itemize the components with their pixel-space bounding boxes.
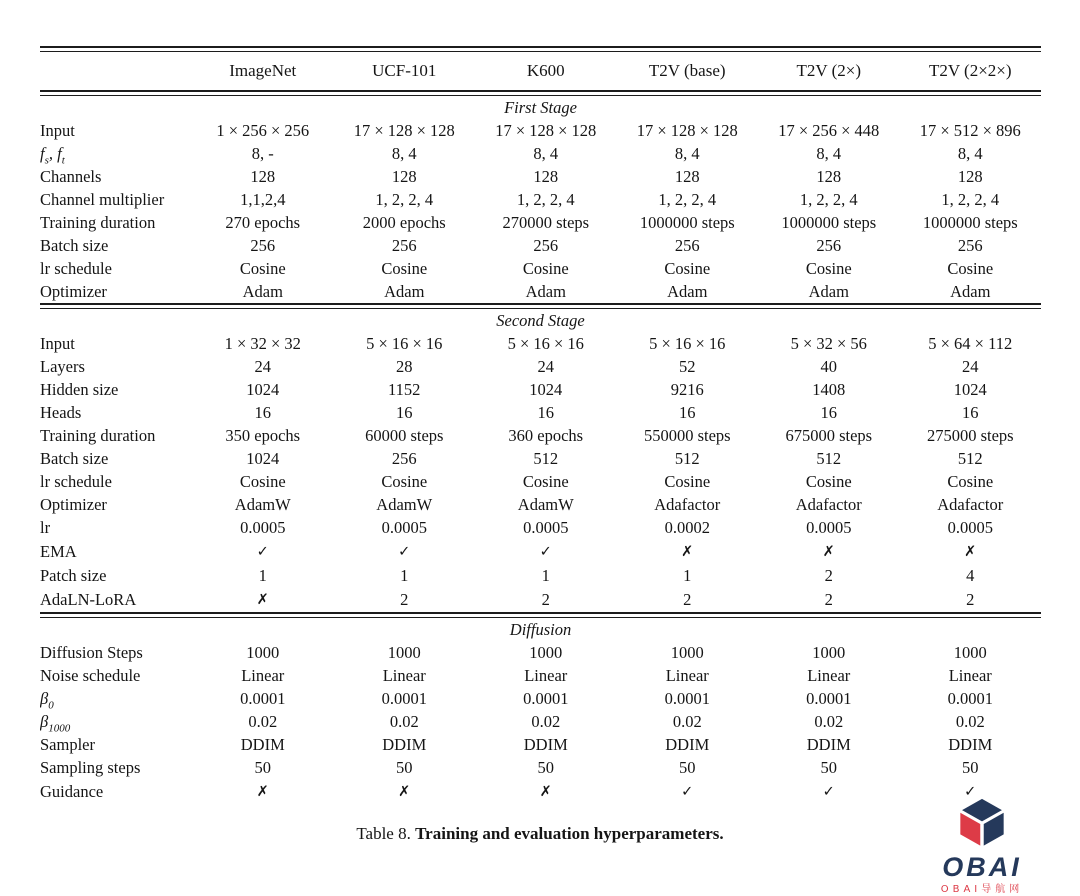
cube-icon — [956, 796, 1008, 852]
cell-value: Linear — [948, 666, 992, 685]
cell-value: 5 × 64 × 112 — [928, 334, 1013, 353]
cell-value: 50 — [962, 758, 979, 777]
cell-value: Linear — [382, 666, 426, 685]
cell-value: 2 — [683, 590, 692, 609]
row-label: AdaLN-LoRA — [40, 590, 137, 609]
cell-value: 50 — [396, 758, 413, 777]
cell-value: 1,1,2,4 — [240, 190, 286, 209]
cell-value — [617, 779, 759, 804]
row-label: Layers — [40, 357, 85, 376]
cell-value: DDIM — [240, 735, 285, 754]
cell-value: 0.02 — [248, 712, 278, 731]
cell-value: 1000 — [246, 643, 280, 662]
row-label: Sampler — [40, 735, 95, 754]
cell-value: 24 — [537, 357, 554, 376]
column-header: ImageNet — [229, 61, 297, 80]
cell-value — [334, 539, 476, 564]
cell-value: 128 — [957, 167, 983, 186]
cell-value: 256 — [391, 236, 417, 255]
cell-value — [617, 539, 759, 564]
cell-value: 360 epochs — [508, 426, 584, 445]
cell-value: 2 — [400, 590, 409, 609]
cell-value: 512 — [957, 449, 983, 468]
row-label: Optimizer — [40, 282, 107, 301]
logo-wordmark: OBAI — [942, 852, 1022, 882]
cell-value: 60000 steps — [365, 426, 444, 445]
cell-value: 1000000 steps — [781, 213, 877, 232]
cross-mark-icon: ✗ — [539, 784, 552, 800]
row-label: $f_s$, $f_t$ — [40, 144, 65, 165]
table-row — [40, 119, 1041, 142]
cell-value: Cosine — [947, 472, 994, 491]
cell-value: 1 × 32 × 32 — [224, 334, 301, 353]
row-label: lr — [40, 518, 51, 537]
hyperparameters-table — [40, 46, 1041, 804]
cell-value: DDIM — [948, 735, 993, 754]
cell-value: 1 × 256 × 256 — [216, 121, 310, 140]
section-row — [40, 309, 1041, 332]
cell-value: 0.0005 — [806, 518, 852, 537]
cell-value: 1, 2, 2, 4 — [941, 190, 1000, 209]
cell-value: 16 — [396, 403, 413, 422]
cell-value — [192, 779, 334, 804]
table-row — [40, 424, 1041, 447]
cell-value: Cosine — [805, 259, 852, 278]
cell-value: 28 — [396, 357, 413, 376]
table-body — [40, 96, 1041, 804]
cell-value: DDIM — [665, 735, 710, 754]
cell-value: 0.0001 — [240, 689, 286, 708]
cell-value: Cosine — [664, 472, 711, 491]
cell-value: Linear — [665, 666, 709, 685]
cell-value: 1 — [541, 566, 550, 585]
cell-value: 17 × 128 × 128 — [636, 121, 738, 140]
cell-value — [758, 779, 900, 804]
check-mark-icon: ✓ — [398, 544, 411, 560]
cell-value: 17 × 128 × 128 — [495, 121, 597, 140]
row-label: Hidden size — [40, 380, 119, 399]
cell-value: 4 — [966, 566, 975, 585]
cell-value: 1000000 steps — [922, 213, 1018, 232]
cell-value: 17 × 256 × 448 — [778, 121, 880, 140]
table-row — [40, 188, 1041, 211]
cell-value: Cosine — [522, 472, 569, 491]
cell-value: 256 — [391, 449, 417, 468]
cell-value: DDIM — [382, 735, 427, 754]
row-label: Patch size — [40, 566, 107, 585]
cell-value: Linear — [807, 666, 851, 685]
cell-value: Adafactor — [795, 495, 862, 514]
cell-value: 256 — [533, 236, 559, 255]
table-row — [40, 165, 1041, 188]
cross-mark-icon: ✗ — [256, 784, 269, 800]
table-row — [40, 447, 1041, 470]
table-row — [40, 280, 1041, 303]
column-header: T2V (2×2×) — [928, 61, 1012, 80]
cell-value: 2 — [541, 590, 550, 609]
cell-value: 350 epochs — [225, 426, 301, 445]
cell-value: 1000 — [812, 643, 846, 662]
cell-value: Adafactor — [654, 495, 721, 514]
table-row — [40, 539, 1041, 564]
table-row — [40, 733, 1041, 756]
header-empty-cell — [40, 52, 192, 90]
caption-prefix: Table 8. — [356, 824, 411, 843]
cell-value — [192, 539, 334, 564]
section-row — [40, 618, 1041, 641]
cell-value: 128 — [391, 167, 417, 186]
cell-value: Cosine — [947, 259, 994, 278]
cell-value: DDIM — [523, 735, 568, 754]
cell-value: 1152 — [388, 380, 421, 399]
caption-title: Training and evaluation hyperparameters. — [415, 824, 724, 843]
row-label: Input — [40, 334, 75, 353]
table-row — [40, 641, 1041, 664]
table-row — [40, 378, 1041, 401]
cell-value: 17 × 128 × 128 — [353, 121, 455, 140]
column-header: T2V (2×) — [796, 61, 861, 80]
cell-value: 512 — [533, 449, 559, 468]
cell-value: 2000 epochs — [362, 213, 446, 232]
cell-value: AdamW — [517, 495, 574, 514]
cell-value: 675000 steps — [785, 426, 873, 445]
table-row — [40, 332, 1041, 355]
cell-value: 9216 — [670, 380, 704, 399]
cross-mark-icon: ✗ — [398, 784, 411, 800]
cell-value: Cosine — [805, 472, 852, 491]
check-mark-icon: ✓ — [256, 544, 269, 560]
cell-value: 0.02 — [955, 712, 985, 731]
cross-mark-icon: ✗ — [681, 544, 694, 560]
cell-value: Linear — [524, 666, 568, 685]
cell-value: 50 — [679, 758, 696, 777]
table-head — [40, 46, 1041, 96]
cell-value: 16 — [254, 403, 271, 422]
row-label: Input — [40, 121, 75, 140]
table-row — [40, 710, 1041, 733]
cell-value: 0.02 — [389, 712, 419, 731]
table-row — [40, 211, 1041, 234]
cell-value: 270000 steps — [502, 213, 590, 232]
cell-value: AdamW — [376, 495, 433, 514]
check-mark-icon: ✓ — [964, 784, 977, 800]
logo-subtitle: OBAI导航网 — [940, 884, 1024, 895]
cell-value: 1024 — [246, 380, 280, 399]
cell-value: 256 — [250, 236, 276, 255]
cell-value: Linear — [241, 666, 285, 685]
cell-value: 1024 — [246, 449, 280, 468]
cell-value: 1000 — [953, 643, 987, 662]
cell-value: 128 — [533, 167, 559, 186]
cell-value: Adam — [950, 282, 991, 301]
cell-value — [192, 587, 334, 612]
section-title: First Stage — [504, 98, 577, 117]
cell-value: 16 — [962, 403, 979, 422]
cell-value: 1 — [683, 566, 692, 585]
cell-value: 128 — [816, 167, 842, 186]
cell-value — [475, 539, 617, 564]
cell-value: 0.0001 — [523, 689, 569, 708]
hyperparameters-table-container — [40, 46, 1041, 804]
cell-value: 8, 4 — [957, 144, 983, 163]
cell-value: Cosine — [381, 472, 428, 491]
cell-value: 52 — [679, 357, 696, 376]
check-mark-icon: ✓ — [681, 784, 694, 800]
cell-value: 8, 4 — [674, 144, 700, 163]
row-label: EMA — [40, 542, 77, 561]
cell-value: 0.0001 — [806, 689, 852, 708]
cell-value: 2 — [824, 566, 833, 585]
header-row — [40, 52, 1041, 90]
cell-value: Adafactor — [937, 495, 1004, 514]
cell-value: 8, 4 — [391, 144, 417, 163]
row-label: Training duration — [40, 426, 156, 445]
section-title: Second Stage — [496, 311, 585, 330]
cell-value: 2 — [824, 590, 833, 609]
table-row — [40, 564, 1041, 587]
cell-value: 16 — [679, 403, 696, 422]
cell-value: 1, 2, 2, 4 — [375, 190, 434, 209]
cell-value: 0.0001 — [664, 689, 710, 708]
cell-value: 270 epochs — [225, 213, 301, 232]
cell-value: 512 — [674, 449, 700, 468]
table-row — [40, 257, 1041, 280]
cell-value: 1024 — [953, 380, 987, 399]
cell-value: 8, 4 — [816, 144, 842, 163]
cell-value: 256 — [957, 236, 983, 255]
table-row — [40, 142, 1041, 165]
cell-value: 1 — [400, 566, 409, 585]
cell-value: 128 — [250, 167, 276, 186]
cell-value: Adam — [242, 282, 283, 301]
cell-value: 1, 2, 2, 4 — [658, 190, 717, 209]
row-label: lr schedule — [40, 259, 112, 278]
cell-value: 275000 steps — [926, 426, 1014, 445]
cell-value: 0.0001 — [381, 689, 427, 708]
cell-value: Cosine — [239, 259, 286, 278]
cell-value: 256 — [674, 236, 700, 255]
table-row — [40, 516, 1041, 539]
cell-value: Adam — [667, 282, 708, 301]
cell-value: 1408 — [812, 380, 846, 399]
cell-value: 0.0005 — [523, 518, 569, 537]
cell-value: Cosine — [381, 259, 428, 278]
cross-mark-icon: ✗ — [256, 592, 269, 608]
table-row — [40, 779, 1041, 804]
cell-value: 0.02 — [814, 712, 844, 731]
cell-value: 5 × 16 × 16 — [649, 334, 726, 353]
cell-value: 2 — [966, 590, 975, 609]
cell-value — [900, 539, 1042, 564]
cell-value: 50 — [254, 758, 271, 777]
cell-value — [758, 539, 900, 564]
cross-mark-icon: ✗ — [964, 544, 977, 560]
table-row — [40, 470, 1041, 493]
cell-value: 1, 2, 2, 4 — [516, 190, 575, 209]
cell-value: Adam — [384, 282, 425, 301]
cell-value: Adam — [525, 282, 566, 301]
cell-value: 0.02 — [672, 712, 702, 731]
table-row — [40, 687, 1041, 710]
row-label: Guidance — [40, 782, 104, 801]
row-label: Batch size — [40, 236, 109, 255]
cell-value: 16 — [537, 403, 554, 422]
obai-logo — [902, 796, 1062, 895]
cell-value: Cosine — [239, 472, 286, 491]
cell-value: Cosine — [664, 259, 711, 278]
cell-value: 1000 — [670, 643, 704, 662]
cell-value: 512 — [816, 449, 842, 468]
cell-value: 8, - — [251, 144, 274, 163]
row-label: $\beta_0$ — [40, 689, 54, 710]
cell-value: 17 × 512 × 896 — [919, 121, 1021, 140]
cell-value: 16 — [820, 403, 837, 422]
cell-value: 1000 — [529, 643, 563, 662]
cell-value: 1, 2, 2, 4 — [799, 190, 858, 209]
cell-value: 5 × 16 × 16 — [366, 334, 443, 353]
cross-mark-icon: ✗ — [822, 544, 835, 560]
column-header: T2V (base) — [648, 61, 726, 80]
cell-value: 256 — [816, 236, 842, 255]
row-label: Channels — [40, 167, 102, 186]
cell-value: 40 — [820, 357, 837, 376]
cell-value — [475, 779, 617, 804]
cell-value: 0.0001 — [947, 689, 993, 708]
column-header: UCF-101 — [372, 61, 437, 80]
row-label: Batch size — [40, 449, 109, 468]
cell-value: 0.0002 — [664, 518, 710, 537]
cell-value: 128 — [674, 167, 700, 186]
cell-value: DDIM — [806, 735, 851, 754]
cell-value: Cosine — [522, 259, 569, 278]
cell-value: 0.0005 — [947, 518, 993, 537]
row-label: Training duration — [40, 213, 156, 232]
row-label: Channel multiplier — [40, 190, 165, 209]
cell-value: 1 — [258, 566, 267, 585]
check-mark-icon: ✓ — [822, 784, 835, 800]
table-row — [40, 355, 1041, 378]
cell-value: 1024 — [529, 380, 563, 399]
cell-value: 1000 — [387, 643, 421, 662]
cell-value: 24 — [254, 357, 271, 376]
row-label: $\beta_{1000}$ — [40, 712, 71, 733]
table-row — [40, 664, 1041, 687]
cell-value: Adam — [808, 282, 849, 301]
table-row — [40, 756, 1041, 779]
section-row — [40, 96, 1041, 119]
check-mark-icon: ✓ — [539, 544, 552, 560]
row-label: Optimizer — [40, 495, 107, 514]
cell-value: 8, 4 — [533, 144, 559, 163]
table-row — [40, 587, 1041, 612]
row-label: Heads — [40, 403, 82, 422]
cell-value: 550000 steps — [643, 426, 731, 445]
table-row — [40, 234, 1041, 257]
cell-value: 0.02 — [531, 712, 561, 731]
row-label: Sampling steps — [40, 758, 141, 777]
row-label: lr schedule — [40, 472, 112, 491]
cell-value: 50 — [820, 758, 837, 777]
table-row — [40, 493, 1041, 516]
cell-value: 0.0005 — [381, 518, 427, 537]
cell-value: 1000000 steps — [639, 213, 735, 232]
cell-value: AdamW — [234, 495, 291, 514]
cell-value: 5 × 16 × 16 — [507, 334, 584, 353]
row-label: Diffusion Steps — [40, 643, 143, 662]
table-row — [40, 401, 1041, 424]
cell-value: 24 — [962, 357, 979, 376]
row-label: Noise schedule — [40, 666, 141, 685]
cell-value: 0.0005 — [240, 518, 286, 537]
cell-value: 50 — [537, 758, 554, 777]
section-title: Diffusion — [509, 620, 572, 639]
cell-value — [334, 779, 476, 804]
column-header: K600 — [526, 61, 565, 80]
cell-value: 5 × 32 × 56 — [790, 334, 867, 353]
